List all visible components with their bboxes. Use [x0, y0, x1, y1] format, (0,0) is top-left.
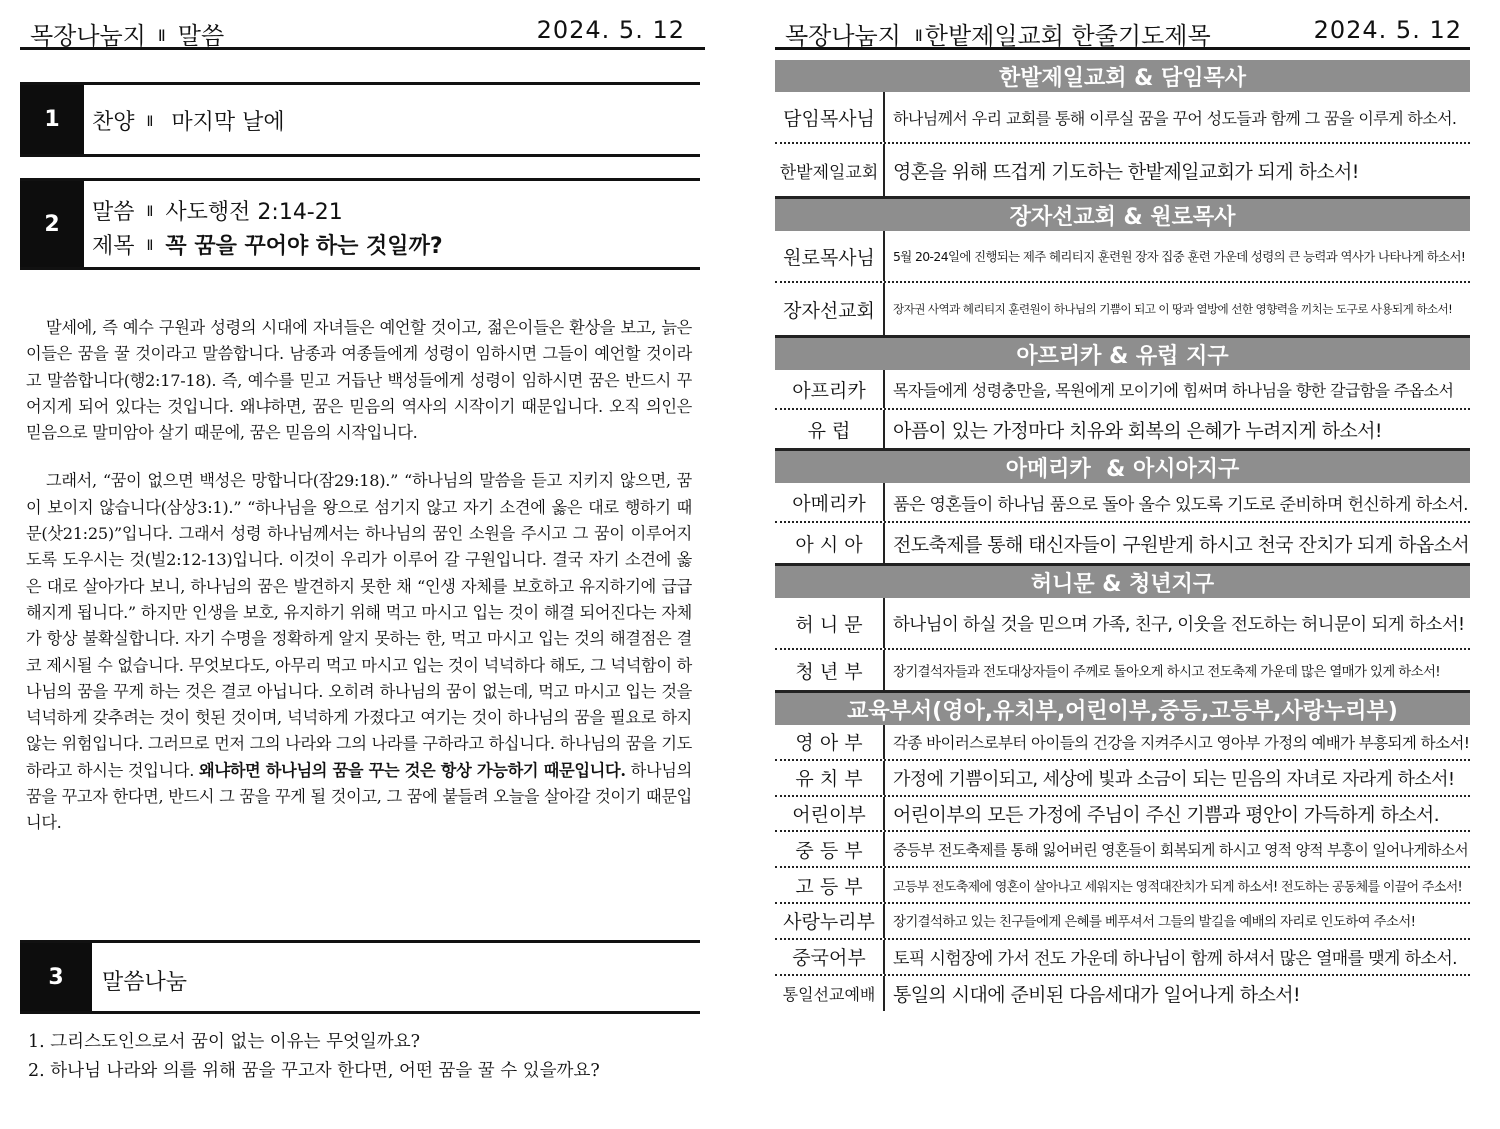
- prayer-row-label: 중국어부: [775, 940, 885, 974]
- scripture-separator: Ⅱ: [146, 204, 154, 220]
- prayer-row-label: 청 년 부: [775, 650, 885, 690]
- sermon-paragraph-1: 말세에, 즉 예수 구원과 성령의 시대에 자녀들은 예언할 것이고, 젊은이들은 환상을 보고, 늙은이들은 꿈을 꿀 것이라고 말씀합니다. 남종과 여종들에게 성령이 임하시면 그들이 예언할 것이라고 말씀합니다(행2:17-18). 즉, 예수를 믿고 거듭난 백성들에게 성령이 임하시면 꿈은 반드시 꾸어지게 되어 있다는 것입니다. 왜냐하면, 꿈은 믿음의 역사의 시작이기 때문입니다. 오직 의인은 믿음으로 말미암아 살기 때문에, 꿈은 믿음의 시작입니다.: [26, 318, 692, 443]
- prayer-row-text: 목자들에게 성령충만을, 목원에게 모이기에 힘써며 하나님을 향한 갈급함을 주옵소서: [893, 380, 1454, 400]
- question-item: 2. 하나님 나라와 의를 위해 꿈을 꾸고자 한다면, 어떤 꿈을 꿀 수 있을까요?: [28, 1061, 600, 1081]
- prayer-row: [775, 144, 1470, 196]
- sermon-paragraph-2-text: 그래서, “꿈이 없으면 백성은 망합니다(잠29:18).” “하나님의 말씀을 듣고 지키지 않으면, 꿈이 보이지 않습니다(삼상3:1).” “하나님을 왕으로 섬기지 않고 자기 소견에 옳은 대로 행하기 때문(삿21:25)”입니다. 그래서 성령 하나님께서는 하나님의 꿈인 소원을 주시고 그 꿈이 이루어지도록 도우시는 것(빌2:12-13)입니다. 이것이 우리가 이루어 갈 구원입니다. 결국 자기 소견에 옳은 대로 살아가다 보니, 하나님의 꿈은 발견하지 못한 채 “인생 자체를 보호하고 유지하기에 급급해지게 됩니다.” 하지만 인생을 보호, 유지하기 위해 먹고 마시고 입는 것이 해결 되어진다는 자체가 항상 불확실합니다. 자기 수명을 정확하게 알지 못하는 한, 먹고 마시고 입는 것의 해결점은 결코 제시될 수 없습니다. 무엇보다도, 아무리 먹고 마시고 입는 것이 넉넉하다 해도, 그 넉넉함이 하나님의 꿈을 꾸게 하는 것은 결코 아닙니다. 오히려 하나님의 꿈이 없는데, 먹고 마시고 입는 것을 넉넉하게 갖추려는 것이 헛된 것이며, 넉넉하게 가졌다고 여기는 것이 하나님의 꿈을 필요로 하지 않는 위험입니다. 그러므로 먼저 그의 나라와 그의 나라를 구하라고 하십니다. 하나님의 꿈을 기도하라고 하시는 것입니다.: [26, 471, 692, 780]
- left-header: [20, 10, 705, 50]
- prayer-row-label: 아 시 아: [775, 523, 885, 563]
- prayer-row-text: 하나님이 하실 것을 믿으며 가족, 친구, 이웃을 전도하는 허니문이 되게 하소서!: [893, 614, 1465, 635]
- bulletin-name: 목장나눔지: [785, 22, 901, 50]
- praise-line: [92, 105, 285, 136]
- page-section-title: 한밭제일교회 한줄기도제목: [924, 22, 1211, 50]
- prayer-row: [775, 410, 1470, 448]
- prayer-row: [775, 904, 1470, 940]
- page-section-title: 말씀: [177, 22, 225, 50]
- discussion-questions: [28, 1028, 694, 1086]
- section-number: 3: [20, 943, 92, 1011]
- prayer-row: [775, 976, 1470, 1012]
- section-number: 1: [20, 85, 84, 154]
- prayer-row-text: 어린이부의 모든 가정에 주님이 주신 기쁨과 평안이 가득하게 하소서.: [893, 803, 1440, 826]
- prayer-row: [775, 761, 1470, 797]
- sermon-paragraph-2-end: 하나님의 꿈을 꾸고자 한다면, 반드시 그 꿈을 꾸게 될 것이고, 그 꿈에 붙들려 오늘을 살아갈 것이기 때문입니다.: [26, 760, 692, 833]
- section-number: 2: [20, 181, 84, 267]
- prayer-row: [775, 868, 1470, 904]
- prayer-row-text: 고등부 전도축제에 영혼이 살아나고 세워지는 영적대잔치가 되게 하소서! 전도하는 공동체를 이끌어 주소서!: [893, 879, 1463, 895]
- prayer-row: [775, 231, 1470, 283]
- prayer-row-label: 어린이부: [775, 797, 885, 831]
- prayer-row-text: 중등부 전도축제를 통해 잃어버린 영혼들이 회복되게 하시고 영적 양적 부흥이 일어나게하소서: [893, 841, 1469, 859]
- sermon-body: [26, 315, 692, 837]
- sermon-paragraph-2: [26, 468, 692, 836]
- prayer-row: [775, 598, 1470, 650]
- scripture-line: [92, 195, 343, 226]
- prayer-row: [775, 283, 1470, 335]
- prayer-group-title: 장자선교회 & 원로목사: [775, 199, 1470, 231]
- section-2-sermon: [20, 178, 700, 270]
- prayer-group-title: 아프리카 & 유럽 지구: [775, 338, 1470, 370]
- prayer-group-title: 한밭제일교회 & 담임목사: [775, 60, 1470, 92]
- question-item: 1. 그리스도인으로서 꿈이 없는 이유는 무엇일까요?: [28, 1032, 420, 1052]
- scripture-label: 말씀: [92, 200, 135, 225]
- right-header: [775, 10, 1470, 50]
- scripture-reference: 사도행전 2:14-21: [165, 200, 343, 225]
- prayer-row: [775, 725, 1470, 761]
- prayer-group: [775, 451, 1470, 566]
- prayer-table: [775, 60, 1470, 1011]
- prayer-row-label: 사랑누리부: [775, 904, 885, 938]
- left-header-title: [30, 16, 224, 51]
- prayer-row-label: 유 치 부: [775, 761, 885, 795]
- prayer-row-text: 장기결석하고 있는 친구들에게 은혜를 베푸셔서 그들의 발길을 예배의 자리로 인도하여 주소서!: [893, 915, 1416, 931]
- prayer-row-text: 토픽 시험장에 가서 전도 가운데 하나님이 함께 하셔서 많은 열매를 맺게 하소서.: [893, 949, 1457, 970]
- prayer-row-text: 품은 영혼들이 하나님 품으로 돌아 올수 있도록 기도로 준비하며 헌신하게 하소서.: [893, 494, 1468, 515]
- prayer-group: [775, 60, 1470, 199]
- prayer-row-text: 아픔이 있는 가정마다 치유와 회복의 은혜가 누려지게 하소서!: [893, 419, 1382, 442]
- prayer-row-text: 영혼을 위해 뜨겁게 기도하는 한밭제일교회가 되게 하소서!: [893, 160, 1359, 183]
- prayer-row-label: 통일선교예배: [775, 976, 885, 1012]
- sermon-emphasis: 왜냐하면 하나님의 꿈을 꾸는 것은 항상 가능하기 때문입니다.: [199, 760, 626, 780]
- prayer-group: [775, 338, 1470, 451]
- prayer-row-text: 각종 바이러스로부터 아이들의 건강을 지켜주시고 영아부 가정의 예배가 부흥되게 하소서!: [893, 733, 1470, 752]
- prayer-row: [775, 483, 1470, 523]
- prayer-row-label: 담임목사님: [775, 92, 885, 142]
- prayer-group-title: 허니문 & 청년지구: [775, 566, 1470, 598]
- prayer-row-label: 유 럽: [775, 410, 885, 448]
- title-line: [92, 229, 443, 260]
- prayer-group: [775, 693, 1470, 1011]
- praise-separator: Ⅱ: [146, 114, 154, 130]
- sermon-title-label: 제목: [92, 234, 135, 259]
- prayer-row-label: 한밭제일교회: [775, 144, 885, 196]
- prayer-group-title: 아메리카 & 아시아지구: [775, 451, 1470, 483]
- prayer-row: [775, 523, 1470, 563]
- sharing-label: 말씀나눔: [102, 970, 188, 995]
- section-1-praise: [20, 82, 700, 157]
- prayer-row-label: 장자선교회: [775, 283, 885, 335]
- prayer-row-label: 허 니 문: [775, 598, 885, 648]
- prayer-row-label: 원로목사님: [775, 231, 885, 281]
- prayer-row: [775, 92, 1470, 144]
- left-header-date: 2024. 5. 12: [536, 16, 685, 44]
- prayer-row-text: 전도축제를 통해 태신자들이 구원받게 하시고 천국 잔치가 되게 하옵소서: [893, 533, 1470, 556]
- sermon-title: 꼭 꿈을 꾸어야 하는 것일까?: [165, 234, 443, 259]
- prayer-row: [775, 940, 1470, 976]
- prayer-row-text: 장자권 사역과 헤리티지 훈련원이 하나님의 기쁨이 되고 이 땅과 열방에 선한 영향력을 끼치는 도구로 사용되게 하소서!: [893, 302, 1453, 316]
- prayer-row-text: 통일의 시대에 준비된 다음세대가 일어나게 하소서!: [893, 983, 1301, 1006]
- prayer-group: [775, 199, 1470, 338]
- prayer-row-label: 중 등 부: [775, 832, 885, 866]
- prayer-row: [775, 797, 1470, 833]
- bulletin-name: 목장나눔지: [30, 22, 146, 50]
- prayer-row-text: 장기결석자들과 전도대상자들이 주께로 돌아오게 하시고 전도축제 가운데 많은 열매가 있게 하소서!: [893, 664, 1441, 680]
- right-header-title: [785, 16, 1211, 51]
- praise-label: 찬양: [92, 110, 135, 135]
- prayer-row: [775, 370, 1470, 410]
- title-separator: Ⅱ: [157, 26, 166, 45]
- left-page: [20, 0, 705, 1129]
- praise-song-title: 마지막 날에: [171, 110, 285, 135]
- prayer-group: [775, 566, 1470, 693]
- right-header-date: 2024. 5. 12: [1313, 16, 1462, 44]
- prayer-group-title: 교육부서(영아,유치부,어린이부,중등,고등부,사랑누리부): [775, 693, 1470, 725]
- prayer-row-label: 아메리카: [775, 483, 885, 521]
- prayer-row: [775, 832, 1470, 868]
- prayer-row-text: 5월 20-24일에 진행되는 제주 헤리티지 훈련원 장자 집중 훈련 가운데 성령의 큰 능력과 역사가 나타나게 하소서!: [893, 249, 1466, 264]
- prayer-row-text: 하나님께서 우리 교회를 통해 이루실 꿈을 꾸어 성도들과 함께 그 꿈을 이루게 하소서.: [893, 108, 1457, 128]
- prayer-row-label: 아프리카: [775, 370, 885, 408]
- section-3-sharing: [20, 940, 700, 1014]
- right-page: [775, 0, 1470, 1129]
- prayer-row-label: 고 등 부: [775, 868, 885, 902]
- title-separator: Ⅱ: [914, 26, 923, 45]
- prayer-row-label: 영 아 부: [775, 725, 885, 759]
- prayer-row-text: 가정에 기쁨이되고, 세상에 빛과 소금이 되는 믿음의 자녀로 자라게 하소서!: [893, 768, 1455, 790]
- sermon-title-separator: Ⅱ: [146, 238, 154, 254]
- prayer-row: [775, 650, 1470, 690]
